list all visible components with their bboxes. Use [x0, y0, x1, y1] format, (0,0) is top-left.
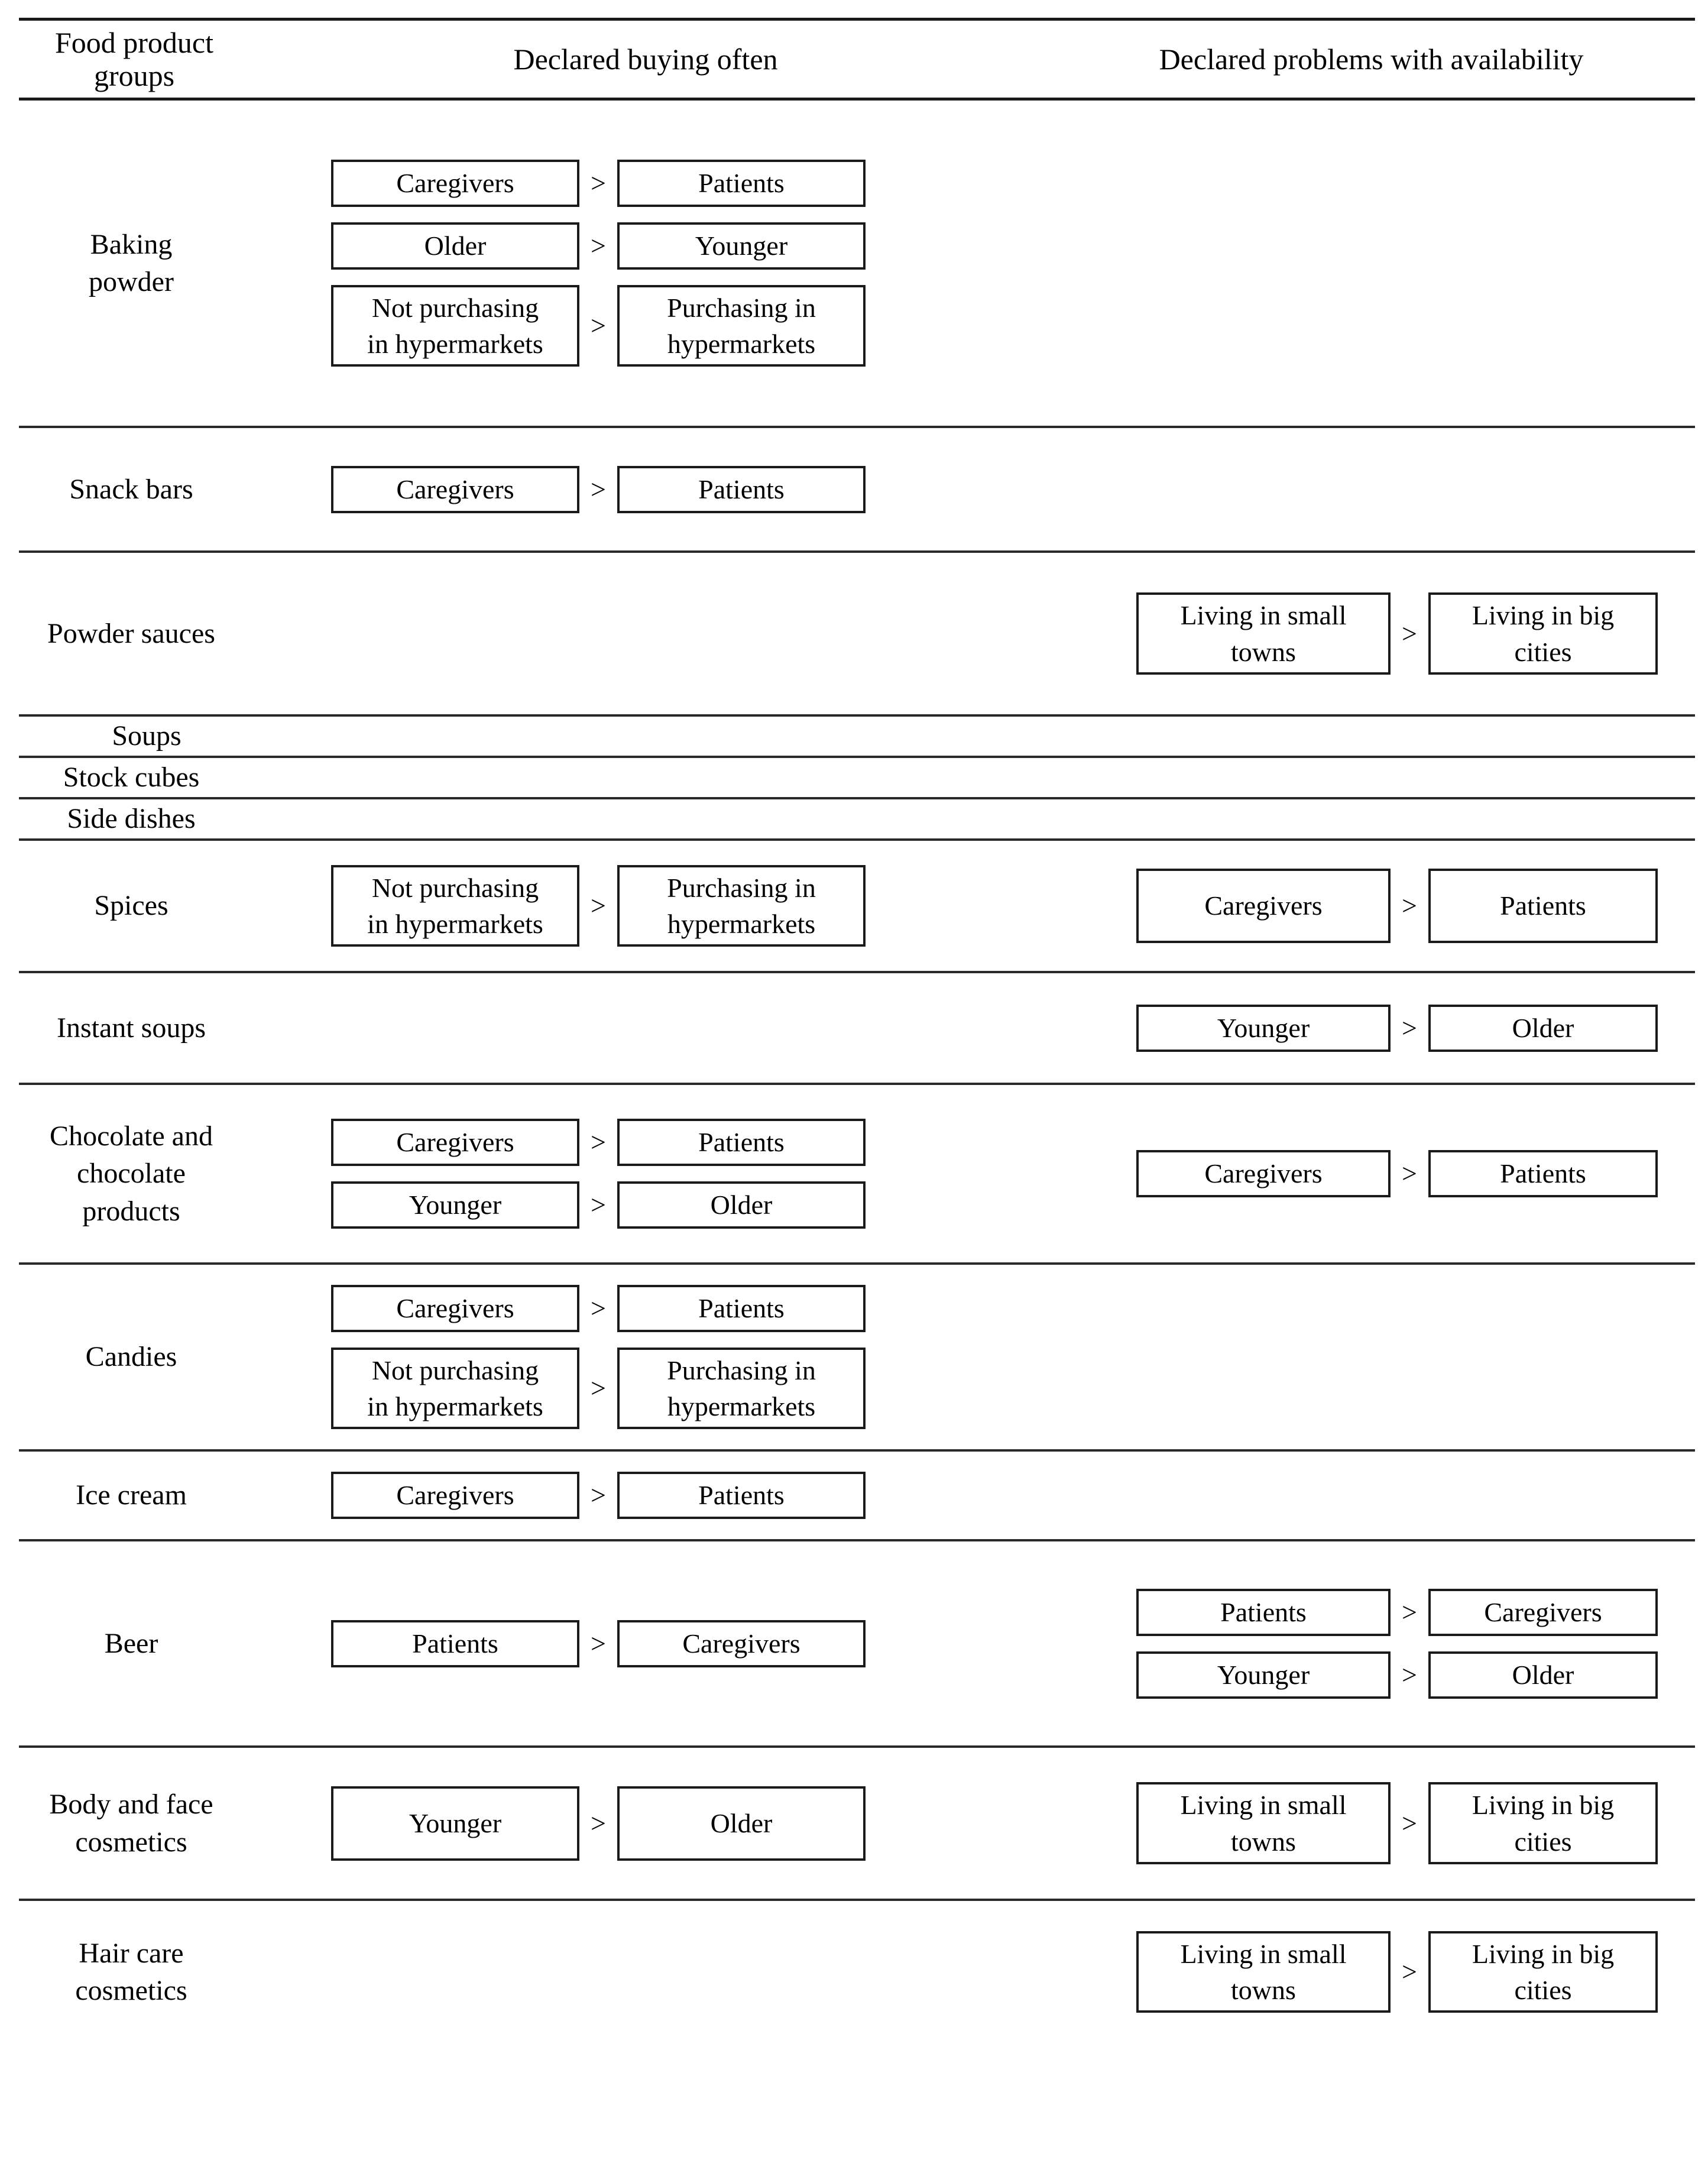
comparison-box-right: Patients — [1428, 1150, 1658, 1197]
comparison-box-right-line1: Living in big — [1472, 600, 1615, 631]
comparison-pair — [331, 160, 866, 207]
row-label-snack-bars: Snack bars — [69, 473, 193, 505]
comparison-box-right-line2: hypermarkets — [667, 329, 816, 359]
table-row-hair-care-cosmetics — [19, 1901, 1695, 2043]
comparison-pair — [1136, 869, 1658, 943]
table-row-ice-cream — [19, 1452, 1695, 1539]
row-label-body-face-line1: Body and face — [49, 1789, 213, 1821]
table-row-soups — [19, 717, 1695, 756]
comparison-box-left — [331, 285, 579, 367]
comparison-box-left-line1: Living in small — [1180, 600, 1347, 631]
comparison-pair — [331, 1472, 866, 1519]
comparison-box-left-line1: Living in small — [1180, 1938, 1347, 1969]
comparison-box-right: Caregivers — [617, 1620, 866, 1667]
comparison-box-left: Younger — [331, 1181, 579, 1229]
comparison-box-right: Older — [1428, 1651, 1658, 1699]
comparison-box-left-line1: Not purchasing — [371, 292, 539, 323]
row-label-hair-care-line2: cosmetics — [75, 1975, 187, 2006]
greater-than-symbol: > — [591, 1127, 606, 1157]
comparison-box-left-line2: towns — [1231, 1975, 1296, 2005]
comparison-pair — [331, 1181, 866, 1229]
row-label-chocolate-line2: chocolate — [77, 1158, 186, 1190]
problems-cell-body-face-cosmetics — [1048, 1782, 1695, 1864]
row-label-baking-powder-line2: powder — [89, 266, 174, 297]
header-declared-problems-availability: Declared problems with availability — [1159, 43, 1584, 76]
comparison-box-right-line1: Living in big — [1472, 1938, 1615, 1969]
comparison-box-right-line1: Purchasing in — [667, 872, 816, 903]
problems-cell-instant-soups — [1048, 1005, 1695, 1052]
row-label-beer: Beer — [104, 1627, 158, 1659]
comparison-box-right — [617, 865, 866, 947]
comparison-box-left — [1136, 1931, 1391, 2013]
comparison-box-right — [617, 1348, 866, 1429]
greater-than-symbol: > — [591, 1293, 606, 1323]
greater-than-symbol: > — [591, 1373, 606, 1403]
comparison-box-right: Patients — [617, 160, 866, 207]
table-row-spices — [19, 841, 1695, 971]
greater-than-symbol: > — [1402, 1596, 1417, 1627]
comparison-pair — [1136, 1931, 1658, 2013]
buying-cell-baking-powder — [244, 160, 1048, 367]
comparison-box-left: Younger — [331, 1786, 579, 1861]
greater-than-symbol: > — [591, 1190, 606, 1220]
header-declared-buying-often: Declared buying often — [513, 43, 778, 76]
comparison-box-right-line2: cities — [1514, 636, 1572, 667]
comparison-box-right: Patients — [1428, 869, 1658, 943]
comparison-pair — [331, 222, 866, 270]
table-row-snack-bars — [19, 428, 1695, 550]
comparison-box-left — [331, 865, 579, 947]
greater-than-symbol: > — [1402, 618, 1417, 649]
comparison-box-right: Patients — [617, 466, 866, 513]
row-label-instant-soups: Instant soups — [57, 1012, 206, 1044]
comparison-box-left: Caregivers — [331, 1472, 579, 1519]
buying-cell-snack-bars — [244, 466, 1048, 513]
comparison-pair — [331, 1285, 866, 1332]
comparison-box-left — [331, 1348, 579, 1429]
buying-cell-chocolate — [244, 1119, 1048, 1229]
comparison-box-left: Caregivers — [331, 1285, 579, 1332]
problems-cell-spices — [1048, 869, 1695, 943]
row-label-body-face-line2: cosmetics — [75, 1826, 187, 1858]
comparison-box-right — [1428, 1782, 1658, 1864]
comparison-box-left: Patients — [331, 1620, 579, 1667]
row-label-stock-cubes: Stock cubes — [63, 762, 200, 793]
comparison-box-right-line2: hypermarkets — [667, 1391, 816, 1421]
row-label-baking-powder — [19, 226, 244, 301]
comparison-pair — [331, 1786, 866, 1861]
greater-than-symbol: > — [1402, 1012, 1417, 1043]
row-label-hair-care-line1: Hair care — [79, 1937, 184, 1969]
comparison-box-left: Older — [331, 222, 579, 270]
row-label-candies: Candies — [85, 1341, 177, 1373]
comparison-box-left-line2: towns — [1231, 636, 1296, 667]
comparison-box-right: Patients — [617, 1285, 866, 1332]
comparison-box-left: Patients — [1136, 1589, 1391, 1636]
comparison-box-left-line1: Not purchasing — [371, 1355, 539, 1385]
problems-cell-hair-care-cosmetics — [1048, 1931, 1695, 2013]
greater-than-symbol: > — [1402, 1659, 1417, 1690]
comparison-box-right: Older — [617, 1786, 866, 1861]
comparison-box-left — [1136, 592, 1391, 674]
comparison-box-right: Younger — [617, 222, 866, 270]
buying-cell-ice-cream — [244, 1472, 1048, 1519]
comparison-pair — [331, 865, 866, 947]
comparison-box-right: Patients — [617, 1119, 866, 1166]
greater-than-symbol: > — [1402, 1957, 1417, 1987]
table-row-chocolate — [19, 1085, 1695, 1262]
comparison-pair — [331, 1348, 866, 1429]
comparison-box-right-line2: cities — [1514, 1826, 1572, 1857]
comparison-box-right — [617, 285, 866, 367]
comparison-pair — [1136, 1150, 1658, 1197]
comparison-box-left-line2: towns — [1231, 1826, 1296, 1857]
comparison-box-right: Caregivers — [1428, 1589, 1658, 1636]
header-food-product-groups — [19, 26, 244, 92]
comparison-box-left: Caregivers — [1136, 1150, 1391, 1197]
greater-than-symbol: > — [591, 890, 606, 921]
row-label-side-dishes: Side dishes — [67, 803, 196, 834]
table-row-body-face-cosmetics — [19, 1748, 1695, 1899]
row-label-soups: Soups — [112, 720, 182, 752]
greater-than-symbol: > — [1402, 1808, 1417, 1838]
comparison-box-right: Older — [617, 1181, 866, 1229]
comparison-pair — [331, 285, 866, 367]
comparison-pair — [1136, 1782, 1658, 1864]
comparison-box-right-line1: Purchasing in — [667, 1355, 816, 1385]
greater-than-symbol: > — [591, 310, 606, 341]
comparison-box-right — [1428, 592, 1658, 674]
greater-than-symbol: > — [591, 1808, 606, 1838]
comparison-pair — [1136, 1005, 1658, 1052]
row-label-hair-care-cosmetics — [19, 1935, 244, 2010]
comparison-box-left: Caregivers — [1136, 869, 1391, 943]
problems-cell-chocolate — [1048, 1150, 1695, 1197]
greater-than-symbol: > — [591, 474, 606, 504]
buying-cell-candies — [244, 1285, 1048, 1429]
problems-cell-powder-sauces — [1048, 592, 1695, 674]
table-row-baking-powder — [19, 101, 1695, 426]
table-row-instant-soups — [19, 973, 1695, 1083]
greater-than-symbol: > — [591, 230, 606, 261]
buying-cell-spices — [244, 865, 1048, 947]
comparison-box-left-line1: Living in small — [1180, 1790, 1347, 1821]
comparison-box-right-line2: cities — [1514, 1975, 1572, 2005]
comparison-box-left: Younger — [1136, 1005, 1391, 1052]
comparison-box-right: Older — [1428, 1005, 1658, 1052]
buying-cell-body-face-cosmetics — [244, 1786, 1048, 1861]
header-food-product-groups-line2: groups — [93, 59, 175, 92]
comparison-pair — [331, 1119, 866, 1166]
comparison-box-left-line1: Not purchasing — [371, 872, 539, 903]
comparison-pair — [1136, 1651, 1658, 1699]
comparison-pair — [331, 466, 866, 513]
comparison-box-left-line2: in hypermarkets — [367, 909, 543, 939]
row-label-ice-cream: Ice cream — [76, 1479, 187, 1511]
header-food-product-groups-line1: Food product — [54, 26, 214, 59]
table-row-powder-sauces — [19, 553, 1695, 714]
greater-than-symbol: > — [591, 1628, 606, 1659]
comparison-box-left: Caregivers — [331, 466, 579, 513]
row-label-body-face-cosmetics — [19, 1786, 244, 1861]
table-row-stock-cubes — [19, 758, 1695, 797]
table-row-candies — [19, 1265, 1695, 1449]
comparison-box-right — [1428, 1931, 1658, 2013]
greater-than-symbol: > — [1402, 1158, 1417, 1188]
table-row-side-dishes — [19, 799, 1695, 838]
comparison-box-left: Caregivers — [331, 160, 579, 207]
row-label-chocolate — [19, 1118, 244, 1230]
comparison-box-left-line2: in hypermarkets — [367, 329, 543, 359]
comparison-box-right-line2: hypermarkets — [667, 909, 816, 939]
table-row-beer — [19, 1541, 1695, 1745]
comparison-box-left: Caregivers — [331, 1119, 579, 1166]
comparison-box-right-line1: Purchasing in — [667, 292, 816, 323]
row-label-spices: Spices — [94, 890, 168, 922]
comparison-table — [19, 18, 1695, 2043]
comparison-box-right-line1: Living in big — [1472, 1790, 1615, 1821]
problems-cell-beer — [1048, 1589, 1695, 1699]
buying-cell-beer — [244, 1620, 1048, 1667]
row-label-powder-sauces: Powder sauces — [47, 617, 215, 649]
comparison-pair — [1136, 592, 1658, 674]
comparison-box-right: Patients — [617, 1472, 866, 1519]
comparison-box-left — [1136, 1782, 1391, 1864]
greater-than-symbol: > — [591, 1480, 606, 1510]
row-label-chocolate-line3: products — [82, 1195, 180, 1227]
table-header-row — [19, 21, 1695, 98]
comparison-box-left-line2: in hypermarkets — [367, 1391, 543, 1421]
comparison-pair — [331, 1620, 866, 1667]
comparison-box-left: Younger — [1136, 1651, 1391, 1699]
greater-than-symbol: > — [1402, 890, 1417, 921]
row-label-chocolate-line1: Chocolate and — [50, 1120, 213, 1152]
greater-than-symbol: > — [591, 167, 606, 198]
comparison-pair — [1136, 1589, 1658, 1636]
row-label-baking-powder-line1: Baking — [90, 228, 173, 260]
